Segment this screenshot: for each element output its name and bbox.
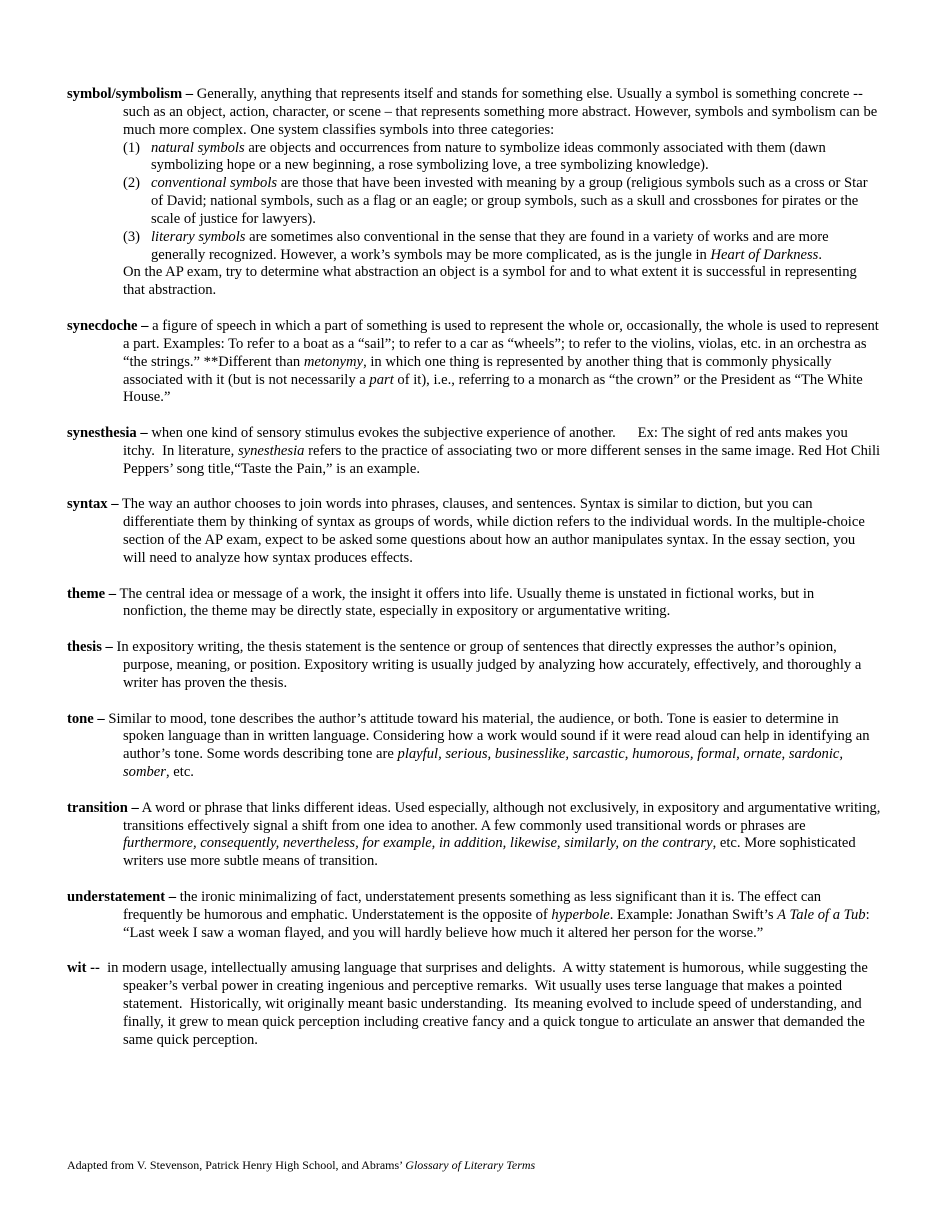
entry-synesthesia xyxy=(67,425,881,479)
entry-understatement xyxy=(67,889,881,943)
entry-wit xyxy=(67,960,881,1049)
book-title: A Tale of a Tub xyxy=(777,906,866,923)
footer-book-title: Glossary of Literary Terms xyxy=(405,1158,536,1172)
list-number: (1) xyxy=(123,139,141,156)
entry-synecdoche xyxy=(67,318,881,407)
entry-syntax xyxy=(67,496,881,567)
term: theme – xyxy=(67,585,117,602)
entry-transition xyxy=(67,800,881,871)
definition: refers to the practice of associating two or more different senses in the same image. Red Hot Chili Peppers’ song title,“Taste the Pain,” is an example. xyxy=(123,442,881,477)
term: thesis – xyxy=(67,639,113,656)
punctuation: . xyxy=(818,246,822,263)
term: symbol/symbolism – xyxy=(67,86,194,102)
definition: when one kind of sensory stimulus evokes the subjective experience of another. Ex: The sight of red ants makes you itchy. In literature, xyxy=(123,425,852,459)
definition: Generally, anything that represents itself and stands for something else. Usually a symbol is something concrete -- such as an object, action, character, or scene – that represents something more abstract. However, symbols and symbolism can be much more complex. One system classifies symbols into three categories: xyxy=(123,86,878,138)
footer-attribution xyxy=(67,1158,881,1172)
term: syntax – xyxy=(67,496,119,513)
emphasis: synesthesia xyxy=(237,442,305,459)
book-title: Heart of Darkness xyxy=(710,246,819,263)
definition: : “Last week I saw a woman flayed, and you will hardly believe how much it altered her person for the worse.” xyxy=(123,906,870,941)
definition: , etc. xyxy=(165,764,194,781)
definition: In expository writing, the thesis statement is the sentence or group of sentences that directly expresses the author’s opinion, purpose, meaning, or position. Expository writing is usually judged by analyzing how accurately, effectively, and thoroughly a writer has proven the thesis. xyxy=(116,639,862,691)
entry-thesis xyxy=(67,639,881,693)
definition: . Example: Jonathan Swift’s xyxy=(609,906,774,923)
term: understatement – xyxy=(67,888,177,905)
entry-theme xyxy=(67,586,881,622)
definition: A word or phrase that links different ideas. Used especially, although not exclusively, in expository and argumentative writing, transitions effectively signal a shift from one idea to another. A few commonly used transitional words or phrases are xyxy=(123,799,881,834)
after-list-text: On the AP exam, try to determine what abstraction an object is a symbol for and to what extent it is successful in representing that abstraction. xyxy=(123,264,857,299)
term: wit -- xyxy=(67,960,100,977)
category-name: literary symbols xyxy=(151,228,246,245)
list-item xyxy=(123,140,881,176)
category-name: natural symbols xyxy=(151,139,245,156)
entry-symbolism xyxy=(67,86,881,300)
definition: in modern usage, intellectually amusing language that surprises and delights. A witty statement is humorous, while suggesting the speaker’s verbal power in creating ingenious and perceptive remarks. Wit usually uses terse language that makes a pointed statement. Historically, wit originally meant basic understanding. Its meaning evolved to include speed of understanding, and finally, it grew to mean quick perception including creative fancy and a quick tongue to articulate an answer that demanded the same quick perception. xyxy=(99,960,872,1048)
list-number: (3) xyxy=(123,228,141,245)
term: synecdoche – xyxy=(67,317,149,334)
definition: The way an author chooses to join words into phrases, clauses, and sentences. Syntax is similar to diction, but you can differentiate them by thinking of syntax as groups of words, while diction refers to the individual words. In the multiple-choice section of the AP exam, expect to be asked some questions about how an author manipulates syntax. In the essay section, you will need to analyze how syntax produces effects. xyxy=(121,496,865,566)
emphasis: part xyxy=(369,371,394,388)
definition: The central idea or message of a work, the insight it offers into life. Usually theme is unstated in fictional works, but in nonfiction, the theme may be directly state, especially in expository or argumentative writing. xyxy=(119,585,815,620)
list-item xyxy=(123,175,881,229)
category-text: are sometimes also conventional in the sense that they are found in a variety of works and are more generally recognized. However, a work’s symbols may be more complicated, as is the jungle in xyxy=(151,228,829,263)
emphasis: playful, serious, businesslike, sarcastic, humorous, formal, ornate, sardonic, somber xyxy=(123,746,844,781)
definition: the ironic minimalizing of fact, understatement presents something as less significant than it is. The effect can frequently be humorous and emphatic. Understatement is the opposite of xyxy=(123,888,822,923)
emphasis: metonymy xyxy=(303,353,364,370)
category-name: conventional symbols xyxy=(151,175,278,192)
definition: Similar to mood, tone describes the author’s attitude toward his material, the audience, or both. Tone is easier to determine in spoken language than in written language. Considering how a work would sound if it were read aloud can help in identifying an author’s tone. Some words describing tone are xyxy=(108,710,870,763)
term: tone – xyxy=(67,710,105,727)
definition: , in which one thing is represented by another thing that is commonly physically associated with it (but is not necessarily a xyxy=(123,353,832,388)
list-number: (2) xyxy=(123,175,141,192)
definition: a figure of speech in which a part of something is used to represent the whole or, occasionally, the whole is used to represent a part. Examples: To refer to a boat as a “sail”; to refer to a car as “wheels”; to refer to the violins, violas, etc. in an orchestra as “the strings.” **Different than xyxy=(123,317,879,370)
glossary-entries xyxy=(67,86,881,1050)
list-item xyxy=(123,229,881,265)
term: synesthesia – xyxy=(67,425,148,442)
term: transition – xyxy=(67,799,139,816)
footer-text: Adapted from V. Stevenson, Patrick Henry High School, and Abrams’ xyxy=(67,1158,403,1172)
definition: of it), i.e., referring to a monarch as “the crown” or the President as “The White House.” xyxy=(123,371,863,406)
category-text: are objects and occurrences from nature to symbolize ideas commonly associated with them (dawn symbolizing hope or a new beginning, a rose symbolizing love, a tree symbolizing knowledge). xyxy=(151,139,826,174)
symbol-categories-list xyxy=(123,140,881,265)
emphasis: furthermore, consequently, nevertheless, for example, in addition, likewise, similarly, on the contrary xyxy=(123,835,713,852)
entry-tone xyxy=(67,711,881,782)
category-text: are those that have been invested with meaning by a group (religious symbols such as a cross or Star of David; national symbols, such as a flag or an eagle; or group symbols, such as a skull and crossbones for pirates or the scale of justice for lawyers). xyxy=(151,175,868,227)
definition: , etc. More sophisticated writers use more subtle means of transition. xyxy=(123,835,856,870)
emphasis: hyperbole xyxy=(551,906,610,923)
